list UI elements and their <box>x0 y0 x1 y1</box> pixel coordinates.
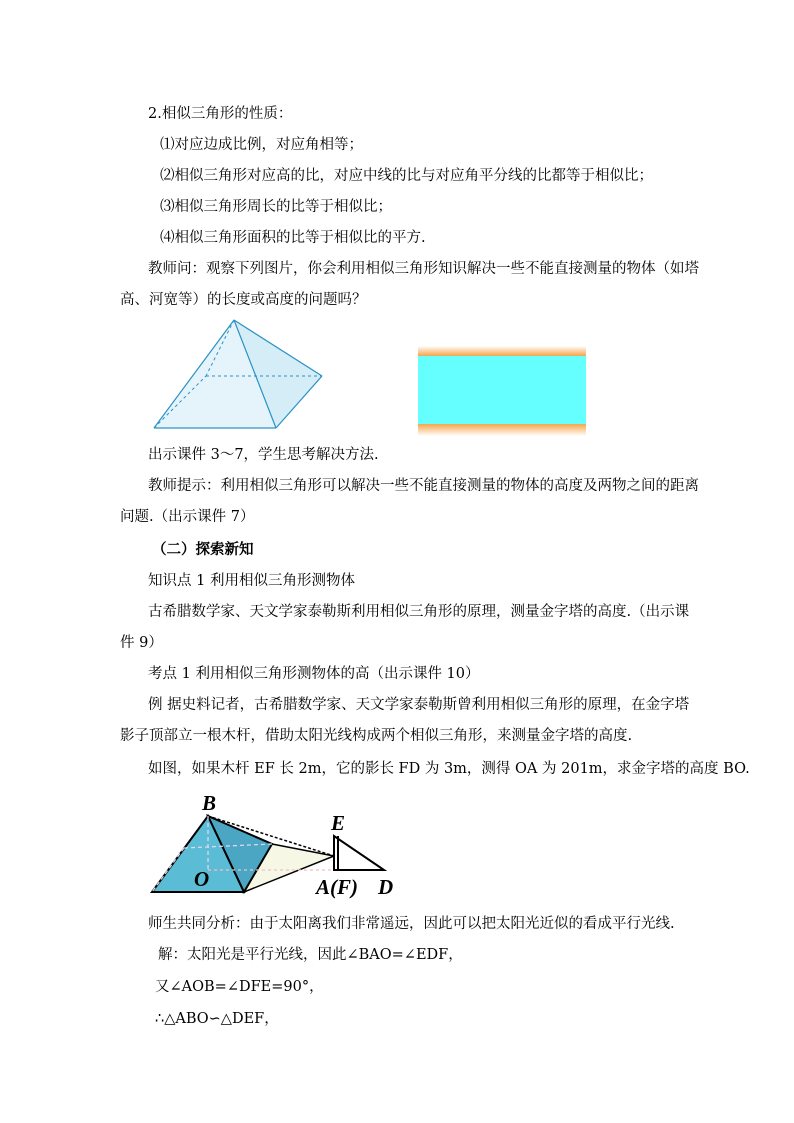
section-explore-new: （二）探索新知 <box>152 541 254 558</box>
teacher-hint-line1: 教师提示：利用相似三角形可以解决一些不能直接测量的物体的高度及两物之间的距离 <box>148 478 699 494</box>
property-1: ⑴对应边成比例，对应角相等； <box>160 137 363 153</box>
label-D: D <box>378 875 394 899</box>
teacher-question-line1: 教师问：观察下列图片，你会利用相似三角形知识解决一些不能直接测量的物体（如塔 <box>148 261 699 277</box>
label-O: O <box>194 867 210 891</box>
knowledge-point-1: 知识点 1 利用相似三角形测物体 <box>148 573 355 589</box>
river-image <box>418 346 586 438</box>
example-line1: 例 据史料记者，古希腊数学家、天文学家泰勒斯曾利用相似三角形的原理，在金字塔 <box>148 697 690 713</box>
property-2: ⑵相似三角形对应高的比，对应中线的比与对应角平分线的比都等于相似比； <box>160 168 653 184</box>
thales-line1: 古希腊数学家、天文学家泰勒斯利用相似三角形的原理，测量金字塔的高度.（出示课 <box>148 604 690 620</box>
example-line2: 影子顶部立一根木杆，借助太阳光线构成两个相似三角形，来测量金字塔的高度. <box>120 728 633 744</box>
pyramid-shadow-figure <box>148 788 408 900</box>
heading-properties: 2.相似三角形的性质： <box>148 106 293 122</box>
property-3: ⑶相似三角形周长的比等于相似比； <box>160 199 392 215</box>
solution-line3: ∴△ABO∽△DEF， <box>155 1011 279 1027</box>
solution-line1: 解：太阳光是平行光线，因此∠BAO=∠EDF， <box>158 947 463 963</box>
show-courseware-3-7: 出示课件 3～7，学生思考解决方法. <box>148 447 379 463</box>
property-4: ⑷相似三角形面积的比等于相似比的平方. <box>160 230 426 246</box>
label-B: B <box>202 791 217 815</box>
thales-line2: 件 9） <box>120 635 163 651</box>
pyramid-wireframe-image <box>150 318 328 432</box>
label-A-F: A(F) <box>316 875 358 899</box>
analysis: 师生共同分析：由于太阳离我们非常遥远，因此可以把太阳光近似的看成平行光线. <box>148 916 675 932</box>
figure-intro: 如图，如果木杆 EF 长 2m，它的影长 FD 为 3m，测得 OA 为 201m，求金字塔的高度 BO. <box>148 761 750 777</box>
teacher-question-line2: 高、河宽等）的长度或高度的问题吗？ <box>120 292 367 308</box>
exam-point-1: 考点 1 利用相似三角形测物体的高（出示课件 10） <box>148 666 480 682</box>
solution-line2: 又∠AOB=∠DFE=90°， <box>155 979 324 995</box>
label-E: E <box>331 811 346 835</box>
teacher-hint-line2: 问题.（出示课件 7） <box>120 509 255 525</box>
